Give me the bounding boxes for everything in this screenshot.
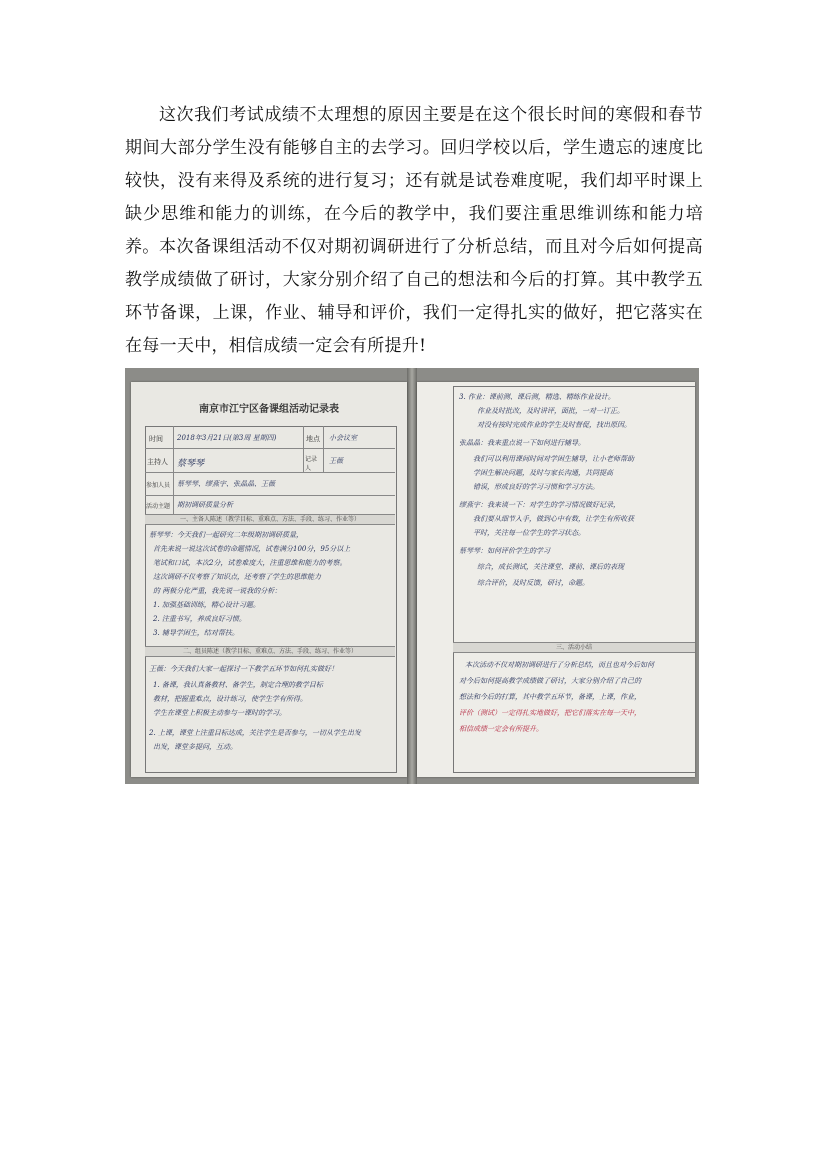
- summary-line: 评价（测试）一定得扎实地做好，把它们落实在每一天中，: [459, 709, 641, 717]
- book-spine: [407, 368, 417, 784]
- tutoring-line: 错误，形成良好的学习习惯和学习方法。: [473, 483, 599, 491]
- member-line: 王薇：今天我们大家一起探讨一下教学五环节如何扎实做好！: [149, 665, 338, 673]
- evaluation-line: 蔡琴琴：如何评价学生的学习: [459, 547, 550, 555]
- tutoring-line: 平时，关注每一位学生的学习状态。: [473, 529, 585, 537]
- tutoring-line: 我们要从细节入手，做到心中有数，让学生有所收获: [473, 515, 634, 523]
- homework-line: 作业及时批改，及时讲评，面批，一对一订正。: [477, 407, 624, 415]
- right-page: [417, 382, 695, 777]
- tutoring-line: 张晶晶：我来重点说一下如何进行辅导。: [459, 439, 585, 447]
- time-label: 时间: [149, 435, 163, 443]
- homework-line: 对没有按时完成作业的学生及时督促，找出原因。: [477, 421, 631, 429]
- section-summary: 三、活动小结: [453, 642, 695, 653]
- members-label: 参加人员: [146, 482, 171, 489]
- lead-line: 2. 注重书写，养成良好习惯。: [153, 615, 246, 623]
- summary-line: 想法和今后的打算，其中教学五环节，备课，上课，作业，: [459, 693, 641, 701]
- record-form-photo: [125, 368, 699, 784]
- form-title: 南京市江宁区备课组活动记录表: [199, 404, 339, 415]
- summary-line: 本次活动不仅对期初调研进行了分析总结，而且也对今后如何: [465, 661, 654, 669]
- lead-line: 笔试和口试，本次2分，试卷难度大，注重思维和能力的考察。: [153, 559, 347, 567]
- summary-line: 对今后如何提高教学成绩做了研讨，大家分别介绍了自己的: [459, 677, 641, 685]
- section-members: 二、组员陈述（教学目标、重难点、方法、手段、练习、作业等）: [145, 646, 395, 657]
- lead-line: 蔡琴琴：今天我们一起研究二年级期初调研质量，: [149, 531, 303, 539]
- lead-line: 1. 加强基础训练，精心设计习题。: [153, 601, 260, 609]
- lead-line: 这次调研不仅考察了知识点，还考察了学生的思维能力: [153, 573, 321, 581]
- time-value: 2018年3月21日(第3周 星期四): [177, 434, 277, 442]
- tutoring-line: 我们可以利用课间时间对学困生辅导，让小老师帮助: [473, 455, 634, 463]
- members-value: 蔡琴琴、缪燕宇、张晶晶、王薇: [177, 480, 275, 488]
- member-line: 2. 上课，课堂上注重目标达成，关注学生是否参与，一切从学生出发: [149, 729, 361, 737]
- evaluation-line: 综合评价，及时反馈，研讨，命题。: [477, 579, 589, 587]
- place-label: 地点: [306, 435, 320, 443]
- analysis-paragraph: 这次我们考试成绩不太理想的原因主要是在这个很长时间的寒假和春节期间大部分学生没有能够自主的去学习。回归学校以后，学生遗忘的速度比较快，没有来得及系统的进行复习；还有就是试卷难度呢，我们却平时课上缺少思维和能力的训练，在今后的教学中，我们要注重思维训练和能力培养。: [125, 105, 703, 257]
- section-lead-teacher: 一、主备人陈述（教学目标、重难点、方法、手段、练习、作业等）: [145, 514, 395, 525]
- host-label: 主持人: [147, 458, 168, 466]
- homework-line: 3. 作业：课前测、课后测，精选、精练作业设计。: [459, 393, 615, 401]
- lead-line: 的 两极分化严重，我先说一说我的分析：: [153, 587, 282, 595]
- tutoring-line: 缪燕宇：我来谈一下：对学生的学习情况做好记录，: [459, 501, 620, 509]
- member-line: 学生在课堂上积极主动参与一课时的学习。: [153, 709, 286, 717]
- host-value: 蔡琴琴: [177, 459, 205, 469]
- left-page: [131, 382, 407, 777]
- summary-paragraph: 本次备课组活动不仅对期初调研进行了分析总结，而且对今后如何提高教学成绩做了研讨，大家分别介绍了自己的想法和今后的打算。其中教学五环节备课，上课，作业、辅导和评价，我们一定得扎实的做好，把它落实在在每一天中，相信成绩一定会有所提升!: [125, 237, 703, 356]
- lead-line: 3. 辅导学困生，结对帮扶。: [153, 629, 239, 637]
- place-value: 小会议室: [329, 434, 357, 442]
- recorder-value: 王薇: [329, 457, 343, 465]
- member-line: 1. 备课，我认真备教材、备学生，制定合理的教学目标: [153, 681, 323, 689]
- topic-value: 期初调研质量分析: [177, 501, 233, 509]
- recorder-label: 记录人: [305, 456, 318, 472]
- evaluation-line: 综合，成长测试，关注课堂、课前、课后的表现: [477, 563, 624, 571]
- summary-line: 相信成绩一定会有所提升。: [459, 725, 543, 733]
- lead-line: 首先来说一说这次试卷的命题情况，试卷满分100分，95分以上: [153, 545, 351, 553]
- topic-label: 活动主题: [146, 503, 171, 510]
- tutoring-line: 学困生解决问题，及时与家长沟通，共同提高: [473, 469, 613, 477]
- member-line: 教材，把握重难点，设计练习，使学生学有所得。: [153, 695, 307, 703]
- member-line: 出发，课堂多提问，互动。: [153, 743, 237, 751]
